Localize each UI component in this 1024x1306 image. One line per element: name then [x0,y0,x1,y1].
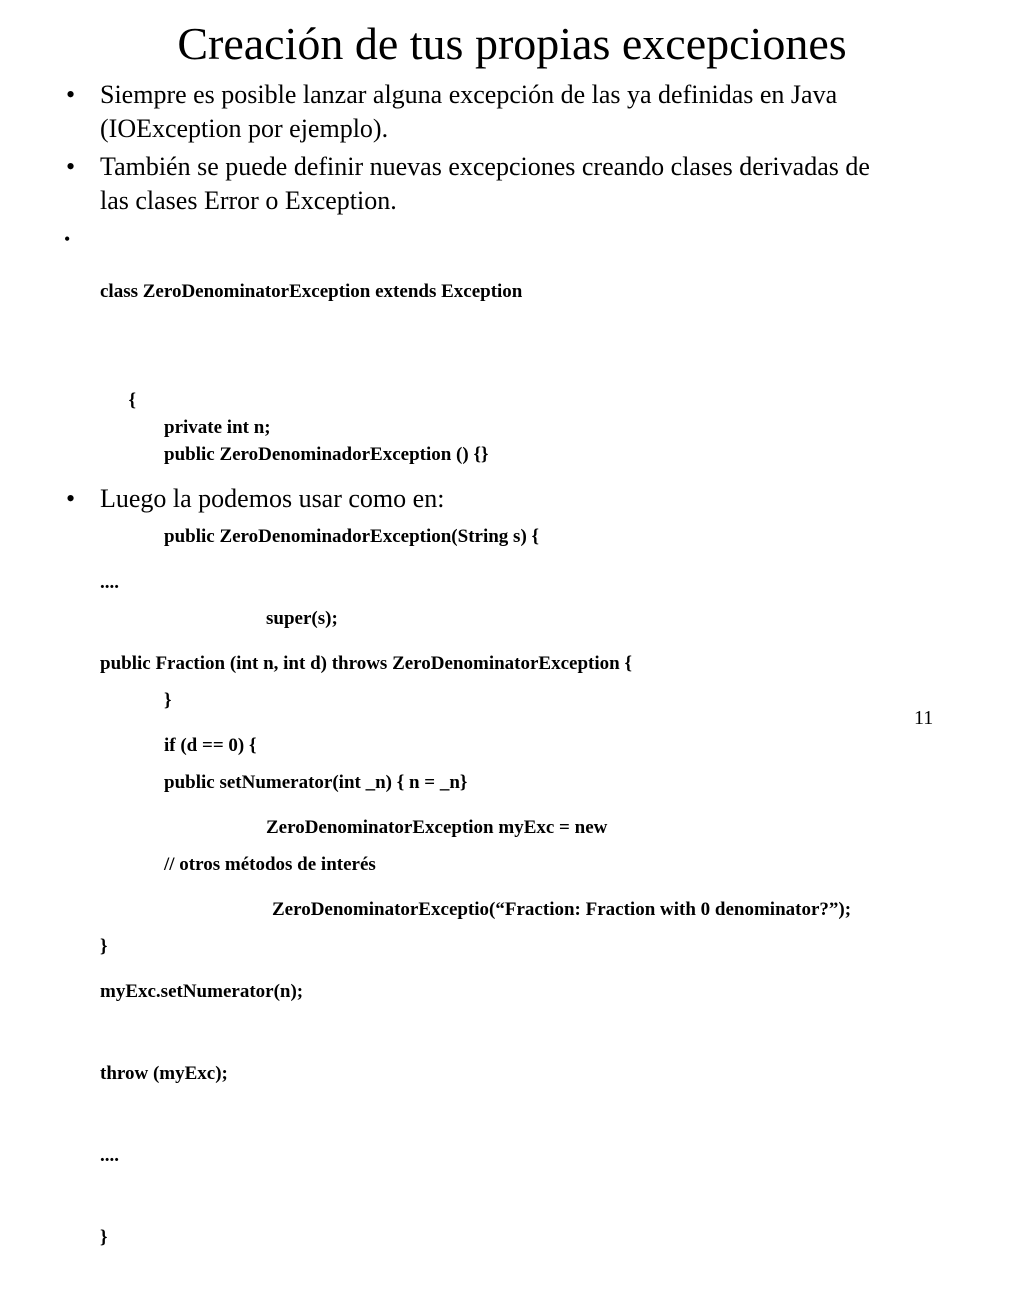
code-line: .... [100,1144,119,1166]
code-line: super(s); [266,608,338,630]
code-line: ZeroDenominatorException myExc = new [266,817,608,839]
bullet-text [100,150,870,218]
bullet-marker: • [64,229,71,249]
code-line: public ZeroDenominadorException(String s) { [164,526,540,548]
slide-title: Creación de tus propias excepciones [177,18,847,69]
code-brace: { [128,389,136,411]
code-line: public ZeroDenominadorException () {} [164,444,489,466]
bullet-line: También se puede definir nuevas excepciones creando clases derivadas de [100,152,870,181]
code-line: } [100,1226,108,1248]
code-text: private int n; [164,417,271,439]
bullet-marker: • [66,484,76,513]
code-line: myExc.setNumerator(n); [100,981,304,1003]
code-line: } [164,690,172,712]
code-line: public setNumerator(int _n) { n = _n} [164,771,468,793]
code-line: public Fraction (int n, int d) throws ZeroDenominatorException { [100,653,632,675]
bullet-marker: • [66,80,76,109]
code-block-usage [100,514,851,1306]
code-line: throw (myExc); [100,1062,228,1084]
bullet-line: las clases Error o Exception. [100,186,397,215]
page-number: 11 [914,707,934,729]
bullet-text [100,78,837,146]
bullet-marker: • [66,152,76,181]
code-line: class ZeroDenominatorException extends Exception [100,280,523,302]
code-line: ZeroDenominatorExceptio(“Fraction: Fraction with 0 denominator?”); [272,899,852,921]
bullet-text: Luego la podemos usar como en: [100,484,445,513]
bullet-line: (IOException por ejemplo). [100,114,389,143]
code-line: if (d == 0) { [164,735,257,757]
code-line: } [100,935,108,957]
bullet-line: Siempre es posible lanzar alguna excepción de las ya definidas en Java [100,80,838,109]
code-line: .... [100,571,119,593]
code-line: // otros métodos de interés [164,853,376,875]
code-line [100,359,539,439]
